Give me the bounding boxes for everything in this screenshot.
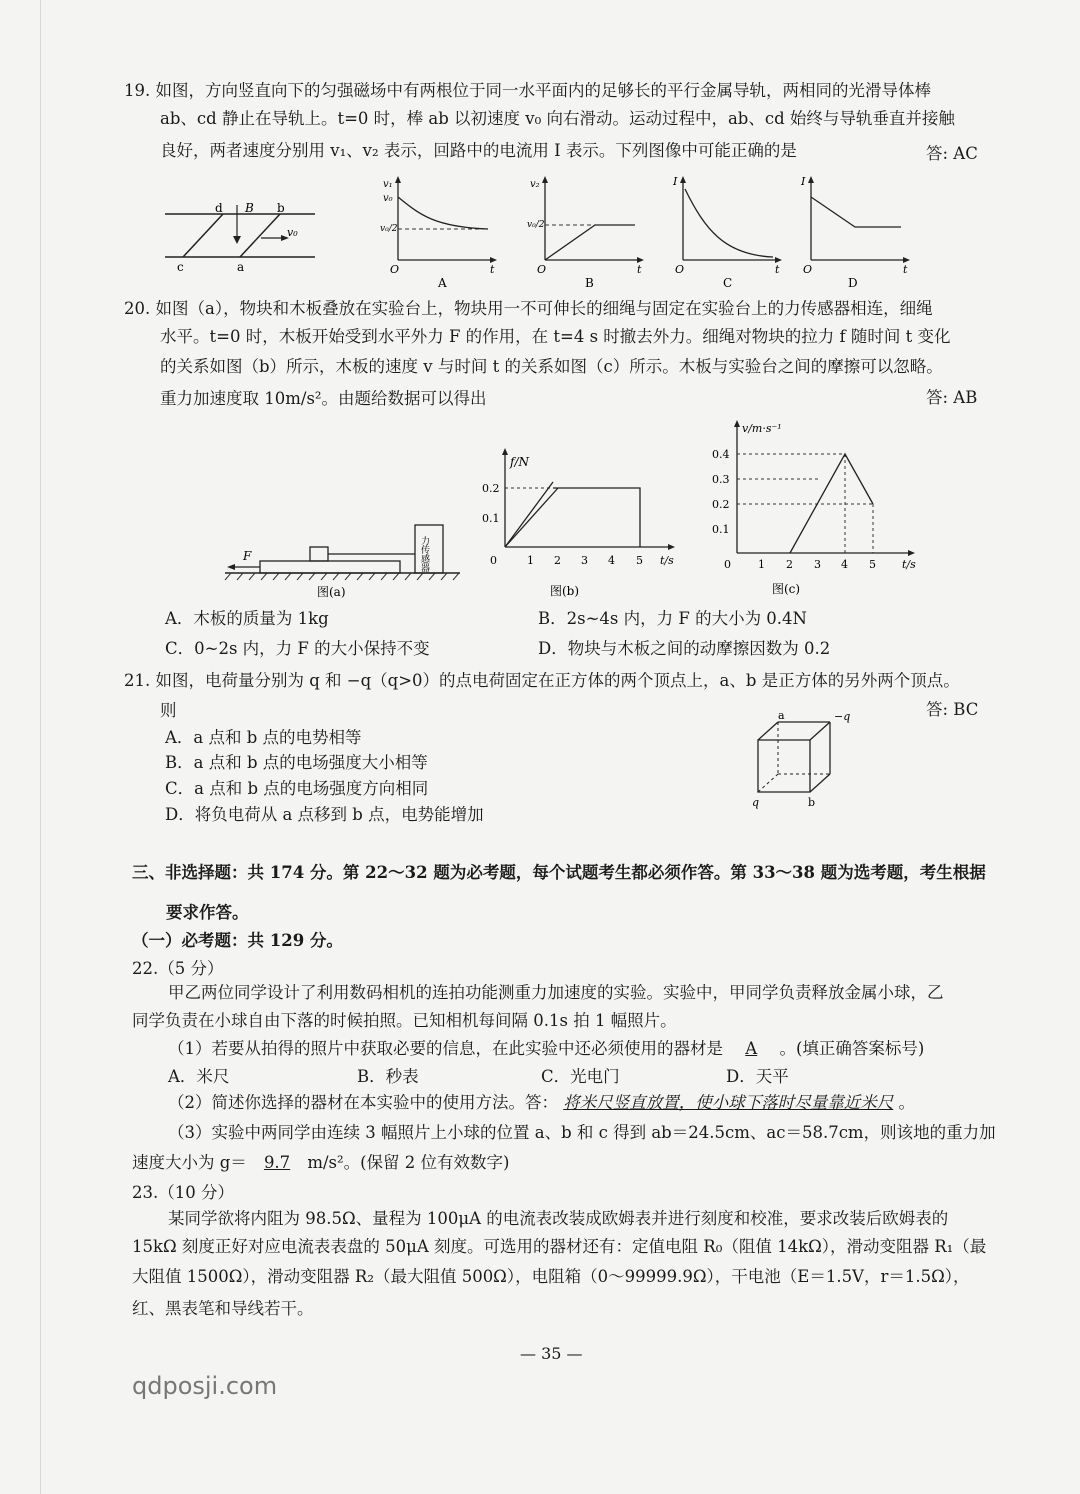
q19-answer: 答: AC (926, 144, 978, 163)
q21-cube-figure (750, 710, 870, 810)
q19-graph-d (793, 175, 913, 290)
q22-s2-text: （2）简述你选择的器材在本实验中的使用方法。答： (168, 1093, 558, 1112)
q19-line3: 良好，两者速度分别用 v₁、v₂ 表示，回路中的电流用 I 表示。下列图像中可能正确的是 (160, 141, 797, 160)
section3-line1: 三、非选择题：共 174 分。第 22～32 题为必考题，每个试题考生都必须作答。第 33～38 题为选考题，考生根据 (132, 863, 986, 882)
q20-line4: 重力加速度取 10m/s²。由题给数据可以得出 (160, 389, 487, 408)
fig-c-ytick-03: 0.3 (712, 473, 730, 486)
fig-b-y01: 0.1 (482, 512, 500, 525)
q22-s1-answer: A (745, 1039, 758, 1058)
watermark: qdposji.com (132, 1372, 278, 1400)
graph-b-y2: v₀/2 (527, 220, 545, 230)
fig-b-tick-0: 0 (490, 554, 497, 567)
graph-b-t: t (637, 263, 642, 276)
q20-figure-b (480, 450, 680, 600)
q22-s1 (168, 1038, 924, 1060)
fig-c-caption: 图(c) (772, 582, 801, 596)
fig-c-ylabel: v/m·s⁻¹ (742, 422, 782, 435)
graph-c-ylabel: I (673, 175, 678, 188)
graph-d-origin: O (803, 263, 813, 276)
fig-c-tick-4: 4 (841, 558, 848, 571)
q22-s1-tail: 。(填正确答案标号) (779, 1039, 925, 1058)
q20-figure-c (710, 418, 930, 598)
q22-s2 (168, 1092, 915, 1114)
q22-head: 22.（5 分） (132, 959, 224, 978)
q23-p2: 15kΩ 刻度正好对应电流表表盘的 50μA 刻度。可选用的器材还有：定值电阻 R₀（阻值 14kΩ），滑动变阻器 R₁（最 (132, 1237, 987, 1256)
fig-b-xlabel: t/s (660, 554, 674, 567)
label-a: a (237, 260, 245, 274)
q21-option-a: A．a 点和 b 点的电势相等 (165, 728, 362, 747)
graph-a-y2: v₀/2 (380, 224, 398, 234)
q22-option-a: A．米尺 (168, 1067, 230, 1086)
graph-b-ylabel: v₂ (530, 179, 540, 190)
q20-option-d: D．物块与木板之间的动摩擦因数为 0.2 (538, 639, 831, 658)
q23-p4: 红、黑表笔和导线若干。 (132, 1299, 314, 1318)
cube-label-minus-q: −q (834, 710, 851, 723)
q20-option-c: C．0~2s 内，力 F 的大小保持不变 (165, 639, 430, 658)
fig-c-tick-5: 5 (869, 558, 876, 571)
graph-a-label: A (438, 276, 447, 290)
q22-s3b (132, 1152, 509, 1174)
q21-option-c: C．a 点和 b 点的电场强度方向相同 (165, 779, 429, 798)
fig-a-caption: 图(a) (317, 585, 346, 599)
cube-label-b: b (808, 796, 816, 809)
fig-b-tick-2: 2 (554, 554, 561, 567)
graph-b-label: B (585, 276, 594, 290)
fig-c-ytick-04: 0.4 (712, 448, 730, 461)
fig-c-xlabel: t/s (902, 558, 916, 571)
q21-option-b: B．a 点和 b 点的电场强度大小相等 (165, 753, 428, 772)
graph-a-ylabel: v₁ (383, 179, 393, 190)
fig-a-sensor: 力传感器 (419, 536, 429, 572)
scan-edge (40, 0, 41, 1494)
q19-graph-b (527, 175, 647, 290)
q21-answer: 答: BC (926, 700, 979, 719)
q22-option-d: D．天平 (726, 1067, 789, 1086)
section3-sub1: （一）必考题：共 129 分。 (132, 931, 343, 950)
graph-d-t: t (903, 263, 908, 276)
graph-a-y1: v₀ (383, 193, 393, 204)
q20-line1: 20. 如图（a），物块和木板叠放在实验台上，物块用一不可伸长的细绳与固定在实验台上的力传感器相连，细绳 (124, 299, 933, 318)
graph-a-t: t (490, 263, 495, 276)
label-c: c (177, 260, 184, 274)
q22-s2-tail: 。 (898, 1093, 915, 1112)
label-b: b (277, 201, 285, 215)
fig-b-tick-1: 1 (527, 554, 534, 567)
q20-answer: 答: AB (926, 388, 978, 407)
graph-d-ylabel: I (801, 175, 806, 188)
fig-b-tick-4: 4 (608, 554, 615, 567)
label-B: B (245, 201, 254, 215)
graph-c-label: C (723, 276, 733, 290)
fig-b-caption: 图(b) (550, 584, 580, 598)
q19-graph-c (665, 175, 785, 290)
q22-s2-answer: 将米尺竖直放置，使小球下落时尽量靠近米尺 (563, 1093, 894, 1112)
q22-s1-text: （1）若要从拍得的照片中获取必要的信息，在此实验中还必须使用的器材是 (168, 1039, 723, 1058)
fig-b-y02: 0.2 (482, 482, 500, 495)
label-v0: v₀ (287, 226, 298, 239)
fig-a-F: F (243, 549, 252, 563)
graph-b-origin: O (537, 263, 547, 276)
graph-c-t: t (775, 263, 780, 276)
q20-line3: 的关系如图（b）所示，木板的速度 v 与时间 t 的关系如图（c）所示。木板与实验台之间的摩擦可以忽略。 (160, 357, 943, 376)
fig-c-tick-2: 2 (786, 558, 793, 571)
q19-rails-figure (165, 200, 315, 280)
fig-c-ytick-02: 0.2 (712, 498, 730, 511)
fig-c-tick-3: 3 (814, 558, 821, 571)
fig-b-ylabel: f/N (510, 455, 529, 469)
q22-s3-tail: m/s²。(保留 2 位有效数字) (307, 1153, 510, 1172)
q20-option-a: A．木板的质量为 1kg (165, 609, 329, 628)
graph-a-origin: O (390, 263, 400, 276)
page-number: — 35 — (520, 1344, 583, 1363)
q23-p1: 某同学欲将内阻为 98.5Ω、量程为 100μA 的电流表改装成欧姆表并进行刻度和校准，要求改装后欧姆表的 (168, 1209, 949, 1228)
q20-line2: 水平。t=0 时，木板开始受到水平外力 F 的作用，在 t=4 s 时撤去外力。细绳对物块的拉力 f 随时间 t 变化 (160, 327, 951, 346)
cube-label-q: q (752, 796, 760, 809)
fig-c-tick-1: 1 (758, 558, 765, 571)
q23-head: 23.（10 分） (132, 1183, 234, 1202)
q19-line2: ab、cd 静止在导轨上。t=0 时，棒 ab 以初速度 v₀ 向右滑动。运动过程中，ab、cd 始终与导轨垂直并接触 (160, 109, 955, 128)
cube-label-a: a (778, 709, 785, 722)
q19-graph-a (380, 175, 500, 290)
fig-b-tick-3: 3 (581, 554, 588, 567)
q20-option-b: B．2s~4s 内，力 F 的大小为 0.4N (538, 609, 807, 628)
q22-p2: 同学负责在小球自由下落的时候拍照。已知相机每间隔 0.1s 拍 1 幅照片。 (132, 1011, 677, 1030)
q21-option-d: D．将负电荷从 a 点移到 b 点，电势能增加 (165, 805, 484, 824)
q21-line1: 21. 如图，电荷量分别为 q 和 −q（q>0）的点电荷固定在正方体的两个顶点上，a、b 是正方体的另外两个顶点。 (124, 671, 960, 690)
q22-s3a: （3）实验中两同学由连续 3 幅照片上小球的位置 a、b 和 c 得到 ab＝24.5cm、ac＝58.7cm，则该地的重力加 (168, 1123, 996, 1142)
q20-figure-a (225, 520, 465, 600)
graph-d-label: D (848, 276, 858, 290)
fig-c-ytick-01: 0.1 (712, 523, 730, 536)
q19-line1: 19. 如图，方向竖直向下的匀强磁场中有两根位于同一水平面内的足够长的平行金属导轨，两相同的光滑导体棒 (124, 81, 931, 100)
section3-line2: 要求作答。 (166, 903, 249, 922)
q22-s3-text: 速度大小为 g＝ (132, 1153, 247, 1172)
fig-b-tick-5: 5 (636, 554, 643, 567)
graph-c-origin: O (675, 263, 685, 276)
fig-c-tick-0: 0 (724, 558, 731, 571)
q21-line2: 则 (160, 701, 177, 720)
q22-s3-answer: 9.7 (263, 1153, 291, 1172)
q22-p1: 甲乙两位同学设计了利用数码相机的连拍功能测重力加速度的实验。实验中，甲同学负责释放金属小球，乙 (168, 983, 944, 1002)
q22-option-c: C．光电门 (541, 1067, 620, 1086)
q23-p3: 大阻值 1500Ω），滑动变阻器 R₂（最大阻值 500Ω），电阻箱（0～99999.9Ω），干电池（E＝1.5V，r＝1.5Ω）， (132, 1267, 970, 1286)
label-d: d (215, 201, 223, 215)
q22-option-b: B．秒表 (357, 1067, 419, 1086)
